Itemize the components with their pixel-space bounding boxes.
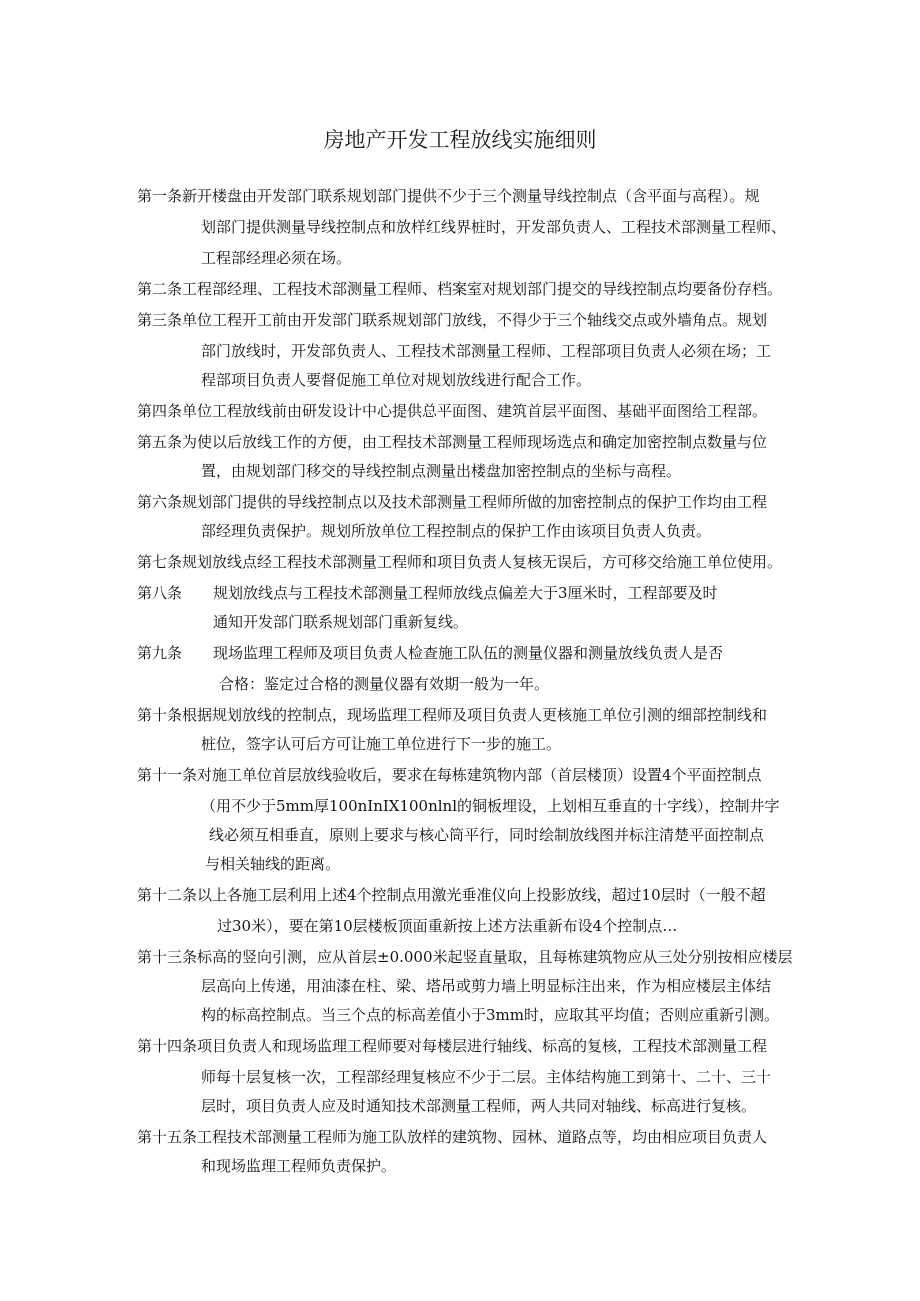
article-8-line-1: 规划放线点与工程技术部测量工程师放线点偏差大于3厘米时，工程部要及时	[213, 584, 718, 602]
article-13-line-2: 层高向上传递，用油漆在柱、梁、塔吊或剪力墙上明显标注出来，作为相应楼层主体结	[201, 977, 772, 995]
article-11-line-1: 第十一条对施工单位首层放线验收后，要求在每栋建筑物内部（首层楼顶）设置4个平面控制点	[137, 766, 762, 784]
page-title: 房地产开发工程放线实施细则	[323, 128, 597, 152]
article-9-heading: 第九条	[137, 644, 183, 662]
article-14-line-1: 第十四条项目负责人和现场监理工程师要对每楼层进行轴线、标高的复核，工程技术部测量工程	[137, 1037, 768, 1055]
article-1-line-2: 划部门提供测量导线控制点和放样红线界桩时，开发部负责人、工程技术部测量工程师、	[201, 218, 787, 236]
article-8-line-2: 通知开发部门联系规划部门重新复线。	[213, 613, 469, 631]
article-11-line-4: 与相关轴线的距离。	[205, 855, 341, 873]
article-6-line-1: 第六条规划部门提供的导线控制点以及技术部测量工程师所做的加密控制点的保护工作均由工程	[137, 493, 768, 511]
article-1-line-1: 第一条新开楼盘由开发部门联系规划部门提供不少于三个测量导线控制点（含平面与高程）。规	[137, 187, 760, 205]
article-14-line-3: 层时，项目负责人应及时通知技术部测量工程师，两人共同对轴线、标高进行复核。	[201, 1097, 757, 1115]
article-7-line-1: 第七条规划放线点经工程技术部测量工程师和项目负责人复核无误后，方可移交给施工单位使用。	[137, 553, 783, 571]
article-9-line-2: 合格：鉴定过合格的测量仪器有效期一般为一年。	[219, 675, 550, 693]
article-15-line-2: 和现场监理工程师负责保护。	[201, 1157, 397, 1175]
article-5-line-2: 置，由规划部门移交的导线控制点测量出楼盘加密控制点的坐标与高程。	[201, 462, 682, 480]
article-13-line-1: 第十三条标高的竖向引测，应从首层±0.000米起竖直量取，且每栋建筑物应从三处分别按相应楼层	[137, 948, 793, 966]
article-10-line-2: 桩位，签字认可后方可让施工单位进行下一步的施工。	[201, 735, 562, 753]
article-1-line-3: 工程部经理必须在场。	[201, 249, 352, 267]
article-2-line-1: 第二条工程部经理、工程技术部测量工程师、档案室对规划部门提交的导线控制点均要备份存档。	[137, 280, 783, 298]
article-15-line-1: 第十五条工程技术部测量工程师为施工队放样的建筑物、园林、道路点等，均由相应项目负责人	[137, 1128, 768, 1146]
article-13-line-3: 构的标高控制点。当三个点的标高差值小于3mm时，应取其平均值；否则应重新引测。	[201, 1006, 779, 1024]
article-3-line-3: 程部项目负责人要督促施工单位对规划放线进行配合工作。	[201, 371, 592, 389]
article-9-line-1: 现场监理工程师及项目负责人检查施工队伍的测量仪器和测量放线负责人是否	[213, 644, 724, 662]
article-4-line-1: 第四条单位工程放线前由研发设计中心提供总平面图、建筑首层平面图、基础平面图给工程部。	[137, 402, 768, 420]
article-6-line-2: 部经理负责保护。规划所放单位工程控制点的保护工作由该项目负责人负责。	[201, 522, 712, 540]
article-8-heading: 第八条	[137, 584, 183, 602]
article-5-line-1: 第五条为使以后放线工作的方便，由工程技术部测量工程师现场选点和确定加密控制点数量与位	[137, 433, 768, 451]
article-3-line-1: 第三条单位工程开工前由开发部门联系规划部门放线，不得少于三个轴线交点或外墙角点。规划	[137, 311, 768, 329]
article-12-line-1: 第十二条以上各施工层利用上述4个控制点用激光垂准仪向上投影放线，超过10层时（一般不超	[137, 886, 766, 904]
article-12-line-2: 过30米），要在第10层楼板顶面重新按上述方法重新布设4个控制点…	[217, 917, 678, 935]
article-14-line-2: 师每十层复核一次，工程部经理复核应不少于二层。主体结构施工到第十、二十、三十	[201, 1068, 772, 1086]
article-11-line-3: 线必须互相垂直，原则上要求与核心筒平行，同时绘制放线图并标注清楚平面控制点	[209, 826, 765, 844]
article-3-line-2: 部门放线时，开发部负责人、工程技术部测量工程师、工程部项目负责人必须在场；工	[201, 342, 772, 360]
article-10-line-1: 第十条根据规划放线的控制点，现场监理工程师及项目负责人更核施工单位引测的细部控制线和	[137, 706, 768, 724]
article-11-line-2: （用不少于5mm厚100nInIX100nlnl的铜板埋设，上划相互垂直的十字线），控制井字	[201, 797, 780, 815]
